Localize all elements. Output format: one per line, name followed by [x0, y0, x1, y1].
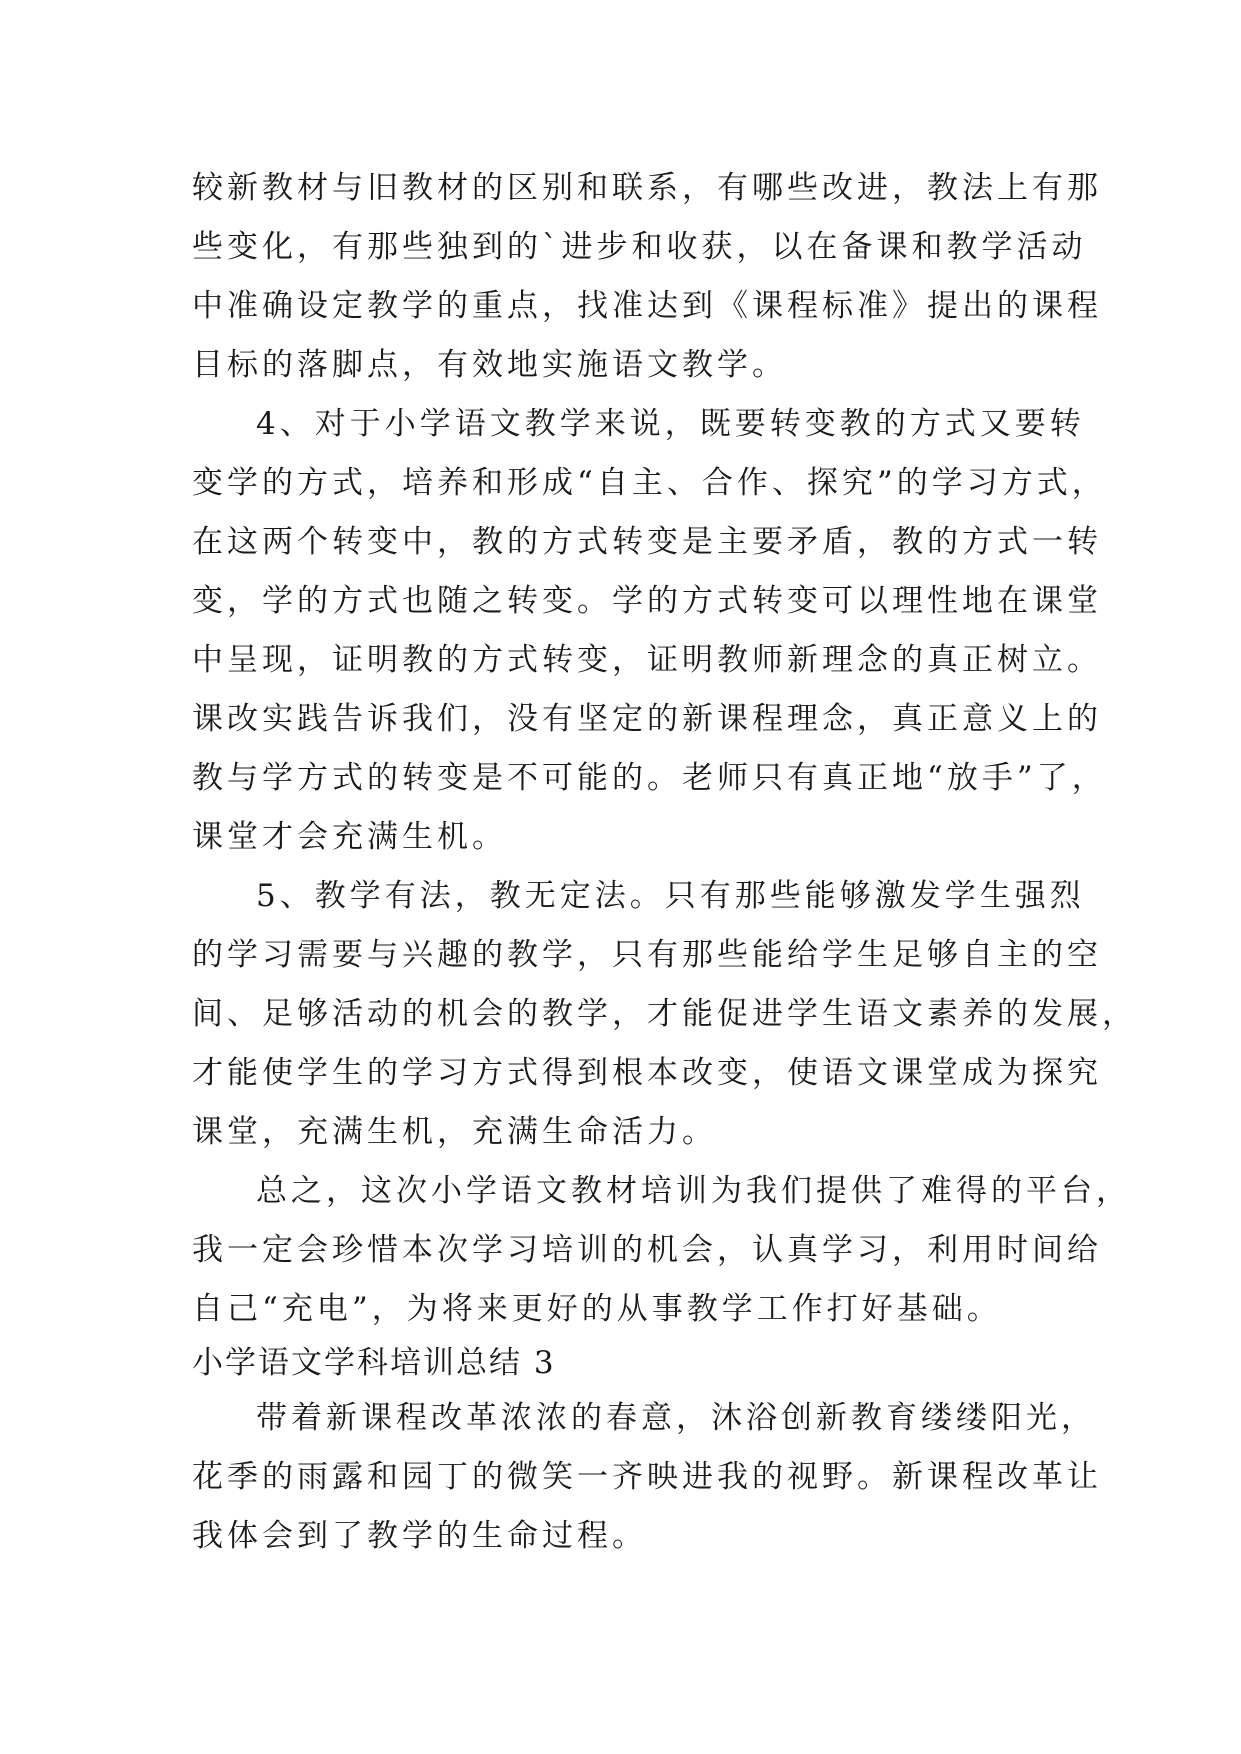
text-line: 课堂，充满生机，充满生命活力。 — [192, 1114, 717, 1150]
text-line: 教与学方式的转变是不可能的。老师只有真正地“放手”了， — [192, 760, 1107, 796]
text-line: 中准确设定教学的重点，找准达到《课程标准》提出的课程 — [192, 288, 1102, 324]
text-line: 变学的方式，培养和形成“自主、合作、探究”的学习方式， — [192, 465, 1107, 501]
text-line: 才能使学生的学习方式得到根本改变，使语文课堂成为探究 — [192, 1055, 1102, 1091]
paragraph-5-start: 5、教学有法，教无定法。只有那些能够激发学生强烈 — [256, 878, 1085, 914]
text-line: 变，学的方式也随之转变。学的方式转变可以理性地在课堂 — [192, 583, 1102, 619]
text-line: 在这两个转变中，教的方式转变是主要矛盾，教的方式一转 — [192, 524, 1102, 560]
text-line: 课堂才会充满生机。 — [192, 819, 507, 855]
section-heading: 小学语文学科培训总结 3 — [192, 1345, 556, 1381]
text-line: 课改实践告诉我们，没有坚定的新课程理念，真正意义上的 — [192, 701, 1102, 737]
text-line: 我体会到了教学的生命过程。 — [192, 1518, 647, 1554]
text-line: 我一定会珍惜本次学习培训的机会，认真学习，利用时间给 — [192, 1232, 1102, 1268]
text-line: 的学习需要与兴趣的教学，只有那些能给学生足够自主的空 — [192, 937, 1102, 973]
text-line: 目标的落脚点，有效地实施语文教学。 — [192, 347, 787, 383]
text-line: 自己“充电”，为将来更好的从事教学工作打好基础。 — [192, 1291, 1002, 1327]
text-line: 中呈现，证明教的方式转变，证明教师新理念的真正树立。 — [192, 642, 1102, 678]
summary-paragraph-start: 总之，这次小学语文教材培训为我们提供了难得的平台， — [256, 1173, 1131, 1209]
paragraph-start: 带着新课程改革浓浓的春意，沐浴创新教育缕缕阳光， — [256, 1400, 1096, 1436]
paragraph-4-start: 4、对于小学语文教学来说，既要转变教的方式又要转 — [256, 406, 1085, 442]
text-line: 间、足够活动的机会的教学，才能促进学生语文素养的发展， — [192, 996, 1137, 1032]
text-line: 些变化，有那些独到的`进步和收获，以在备课和教学活动 — [192, 229, 1087, 265]
text-line: 较新教材与旧教材的区别和联系，有哪些改进，教法上有那 — [192, 170, 1102, 206]
text-line: 花季的雨露和园丁的微笑一齐映进我的视野。新课程改革让 — [192, 1459, 1102, 1495]
